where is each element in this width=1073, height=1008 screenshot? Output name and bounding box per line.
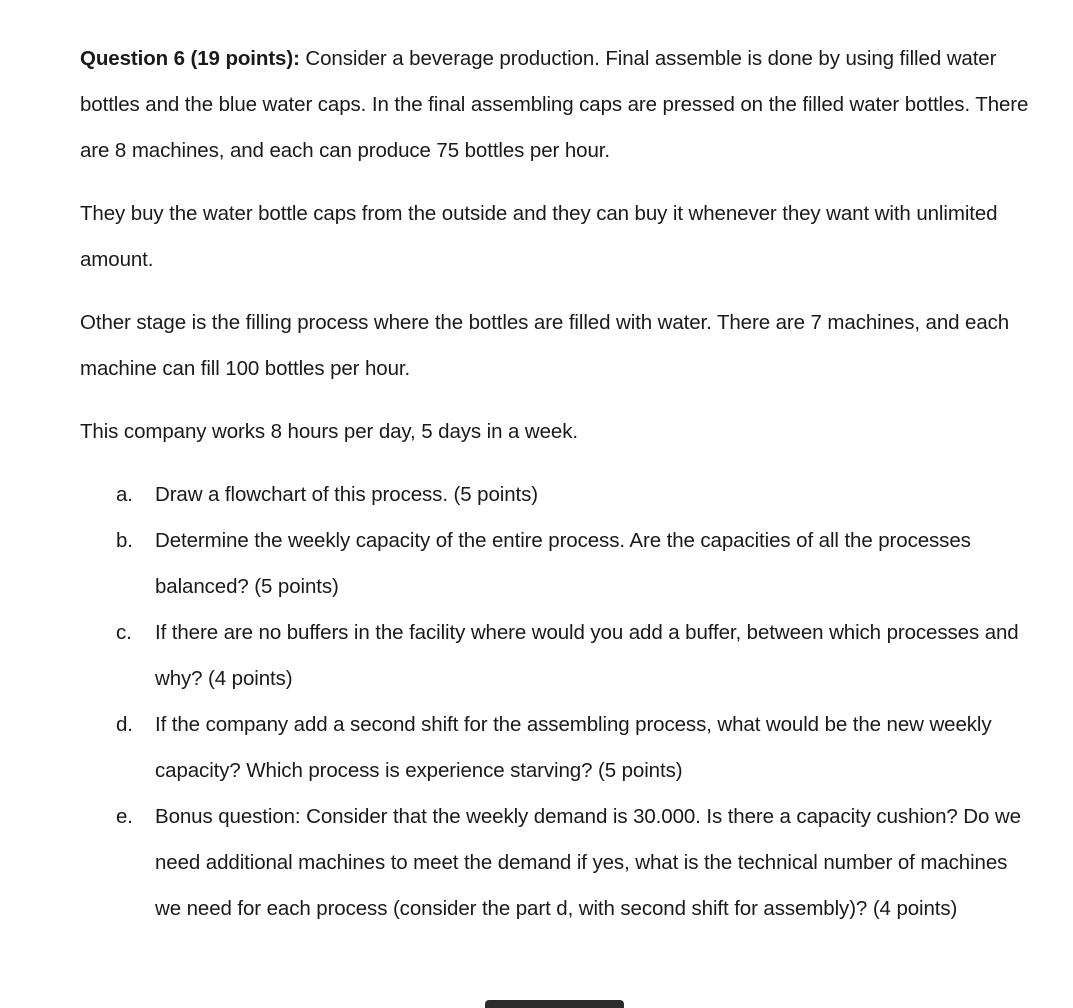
subquestion-text: If the company add a second shift for the assembling process, what would be the new weekly capacity? Which process is experience starving? (5 points) <box>155 713 992 782</box>
subquestion-text: Draw a flowchart of this process. (5 points) <box>155 483 538 506</box>
filling-paragraph: Other stage is the filling process where the bottles are filled with water. There are 7 machines, and each machine can fill 100 bottles per hour. <box>80 311 1010 380</box>
question-intro-text: Consider a beverage production. Final assemble is done by using filled water bottles and the blue water caps. In the final assembling caps are pressed on the filled water bottles. There are 8 machines, and each can produce 75 bottles per hour. <box>80 47 1029 162</box>
subquestion-c <box>80 610 1030 702</box>
question-intro-paragraph <box>80 36 1030 174</box>
subquestion-e <box>80 794 1030 932</box>
question-heading: Question 6 (19 points): <box>80 47 300 70</box>
subquestion-text: Determine the weekly capacity of the entire process. Are the capacities of all the processes balanced? (5 points) <box>155 529 971 598</box>
subquestion-marker: e. <box>116 805 133 828</box>
subquestion-d <box>80 702 1030 794</box>
schedule-paragraph: This company works 8 hours per day, 5 days in a week. <box>80 420 578 443</box>
subquestion-list <box>80 472 1030 932</box>
document-page <box>80 36 1030 932</box>
subquestion-b <box>80 518 1030 610</box>
subquestion-marker: b. <box>116 529 133 552</box>
subquestion-marker: d. <box>116 713 133 736</box>
subquestion-text: Bonus question: Consider that the weekly demand is 30.000. Is there a capacity cushion? Do we need additional machines to meet the demand if yes, what is the technical number of machines we need for each process (consider the part d, with second shift for assembly)? (4 points) <box>155 805 1021 920</box>
subquestion-text: If there are no buffers in the facility where would you add a buffer, between which processes and why? (4 points) <box>155 621 1019 690</box>
caps-paragraph: They buy the water bottle caps from the outside and they can buy it whenever they want with unlimited amount. <box>80 202 998 271</box>
subquestion-a <box>80 472 1030 518</box>
subquestion-marker: c. <box>116 621 132 644</box>
home-indicator-bar[interactable] <box>485 1000 624 1008</box>
subquestion-marker: a. <box>116 483 133 506</box>
